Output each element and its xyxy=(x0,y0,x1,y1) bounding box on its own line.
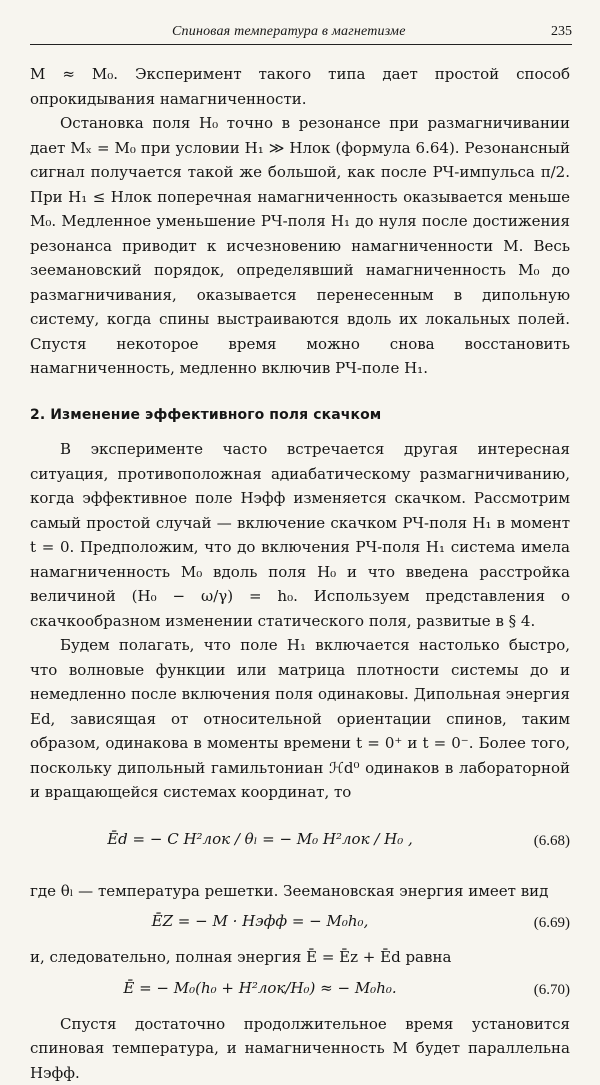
equation-number: (6.68) xyxy=(534,829,570,854)
paragraph-6: и, следовательно, полная энергия Ē = Ēz + Ēd равна xyxy=(30,945,570,970)
paragraph-1: M ≈ M₀. Эксперимент такого типа дает простой способ опрокидывания намагниченности. xyxy=(30,62,570,111)
equation-6-68 xyxy=(30,815,570,869)
paragraph-2: Остановка поля H₀ точно в резонансе при размагничивании дает Mₓ = M₀ при условии H₁ ≫ Hлок (формула 6.64). Резонансный сигнал получается такой же большой, как после РЧ-импульса π/2. При H₁ ≤ Hлок поперечная намагниченность оказывается меньше M₀. Медленное уменьшение РЧ-поля H₁ до нуля после достижения резонанса приводит к исчезновению намагниченности M. Весь зеемановский порядок, определявший намагниченность M₀ до размагничивания, оказывается перенесенным в дипольную систему, когда спины выстраиваются вдоль их локальных полей. Спустя некоторое время можно снова восстановить намагниченность, медленно включив РЧ-поле H₁. xyxy=(30,111,570,381)
equation-expression: Ē = − M₀(h₀ + H²лок/H₀) ≈ − M₀h₀. xyxy=(30,976,490,1001)
running-header xyxy=(30,22,572,45)
paragraph-3: В эксперименте часто встречается другая интересная ситуация, противоположная адиабатическому размагничиванию, когда эффективное поле Hэфф изменяется скачком. Рассмотрим самый простой случай — включение скачком РЧ-поля H₁ в момент t = 0. Предположим, что до включения РЧ-поля H₁ система имела намагниченность M₀ вдоль поля H₀ и что введена расстройка величиной (H₀ − ω/γ) = h₀. Используем представления о скачкообразном изменении статического поля, развитые в § 4. xyxy=(30,437,570,633)
page-number: 235 xyxy=(551,24,572,40)
paragraph-7: Спустя достаточно продолжительное время установится спиновая температура, и намагниченность M будет параллельна Hэфф. xyxy=(30,1012,570,1085)
paragraph-5: где θₗ — температура решетки. Зеемановская энергия имеет вид xyxy=(30,879,570,904)
equation-6-69 xyxy=(30,909,570,939)
page-body xyxy=(30,62,570,1085)
equation-number: (6.69) xyxy=(534,911,570,936)
equation-number: (6.70) xyxy=(534,978,570,1003)
paragraph-4: Будем полагать, что поле H₁ включается настолько быстро, что волновые функции или матрица плотности системы до и немедленно после включения поля одинаковы. Дипольная энергия Ed, зависящая от относительной ориентации спинов, таким образом, одинакова в моменты времени t = 0⁺ и t = 0⁻. Более того, поскольку дипольный гамильтониан ℋd⁰ одинаков в лабораторной и вращающейся системах координат, то xyxy=(30,633,570,805)
section-heading: 2. Изменение эффективного поля скачком xyxy=(30,403,570,428)
equation-6-70 xyxy=(30,976,570,1006)
equation-expression: Ēd = − C H²лок / θₗ = − M₀ H²лок / H₀ , xyxy=(30,827,490,852)
equation-expression: ĒZ = − M · Hэфф = − M₀h₀, xyxy=(30,909,490,934)
running-title: Спиновая температура в магнетизме xyxy=(172,24,406,40)
